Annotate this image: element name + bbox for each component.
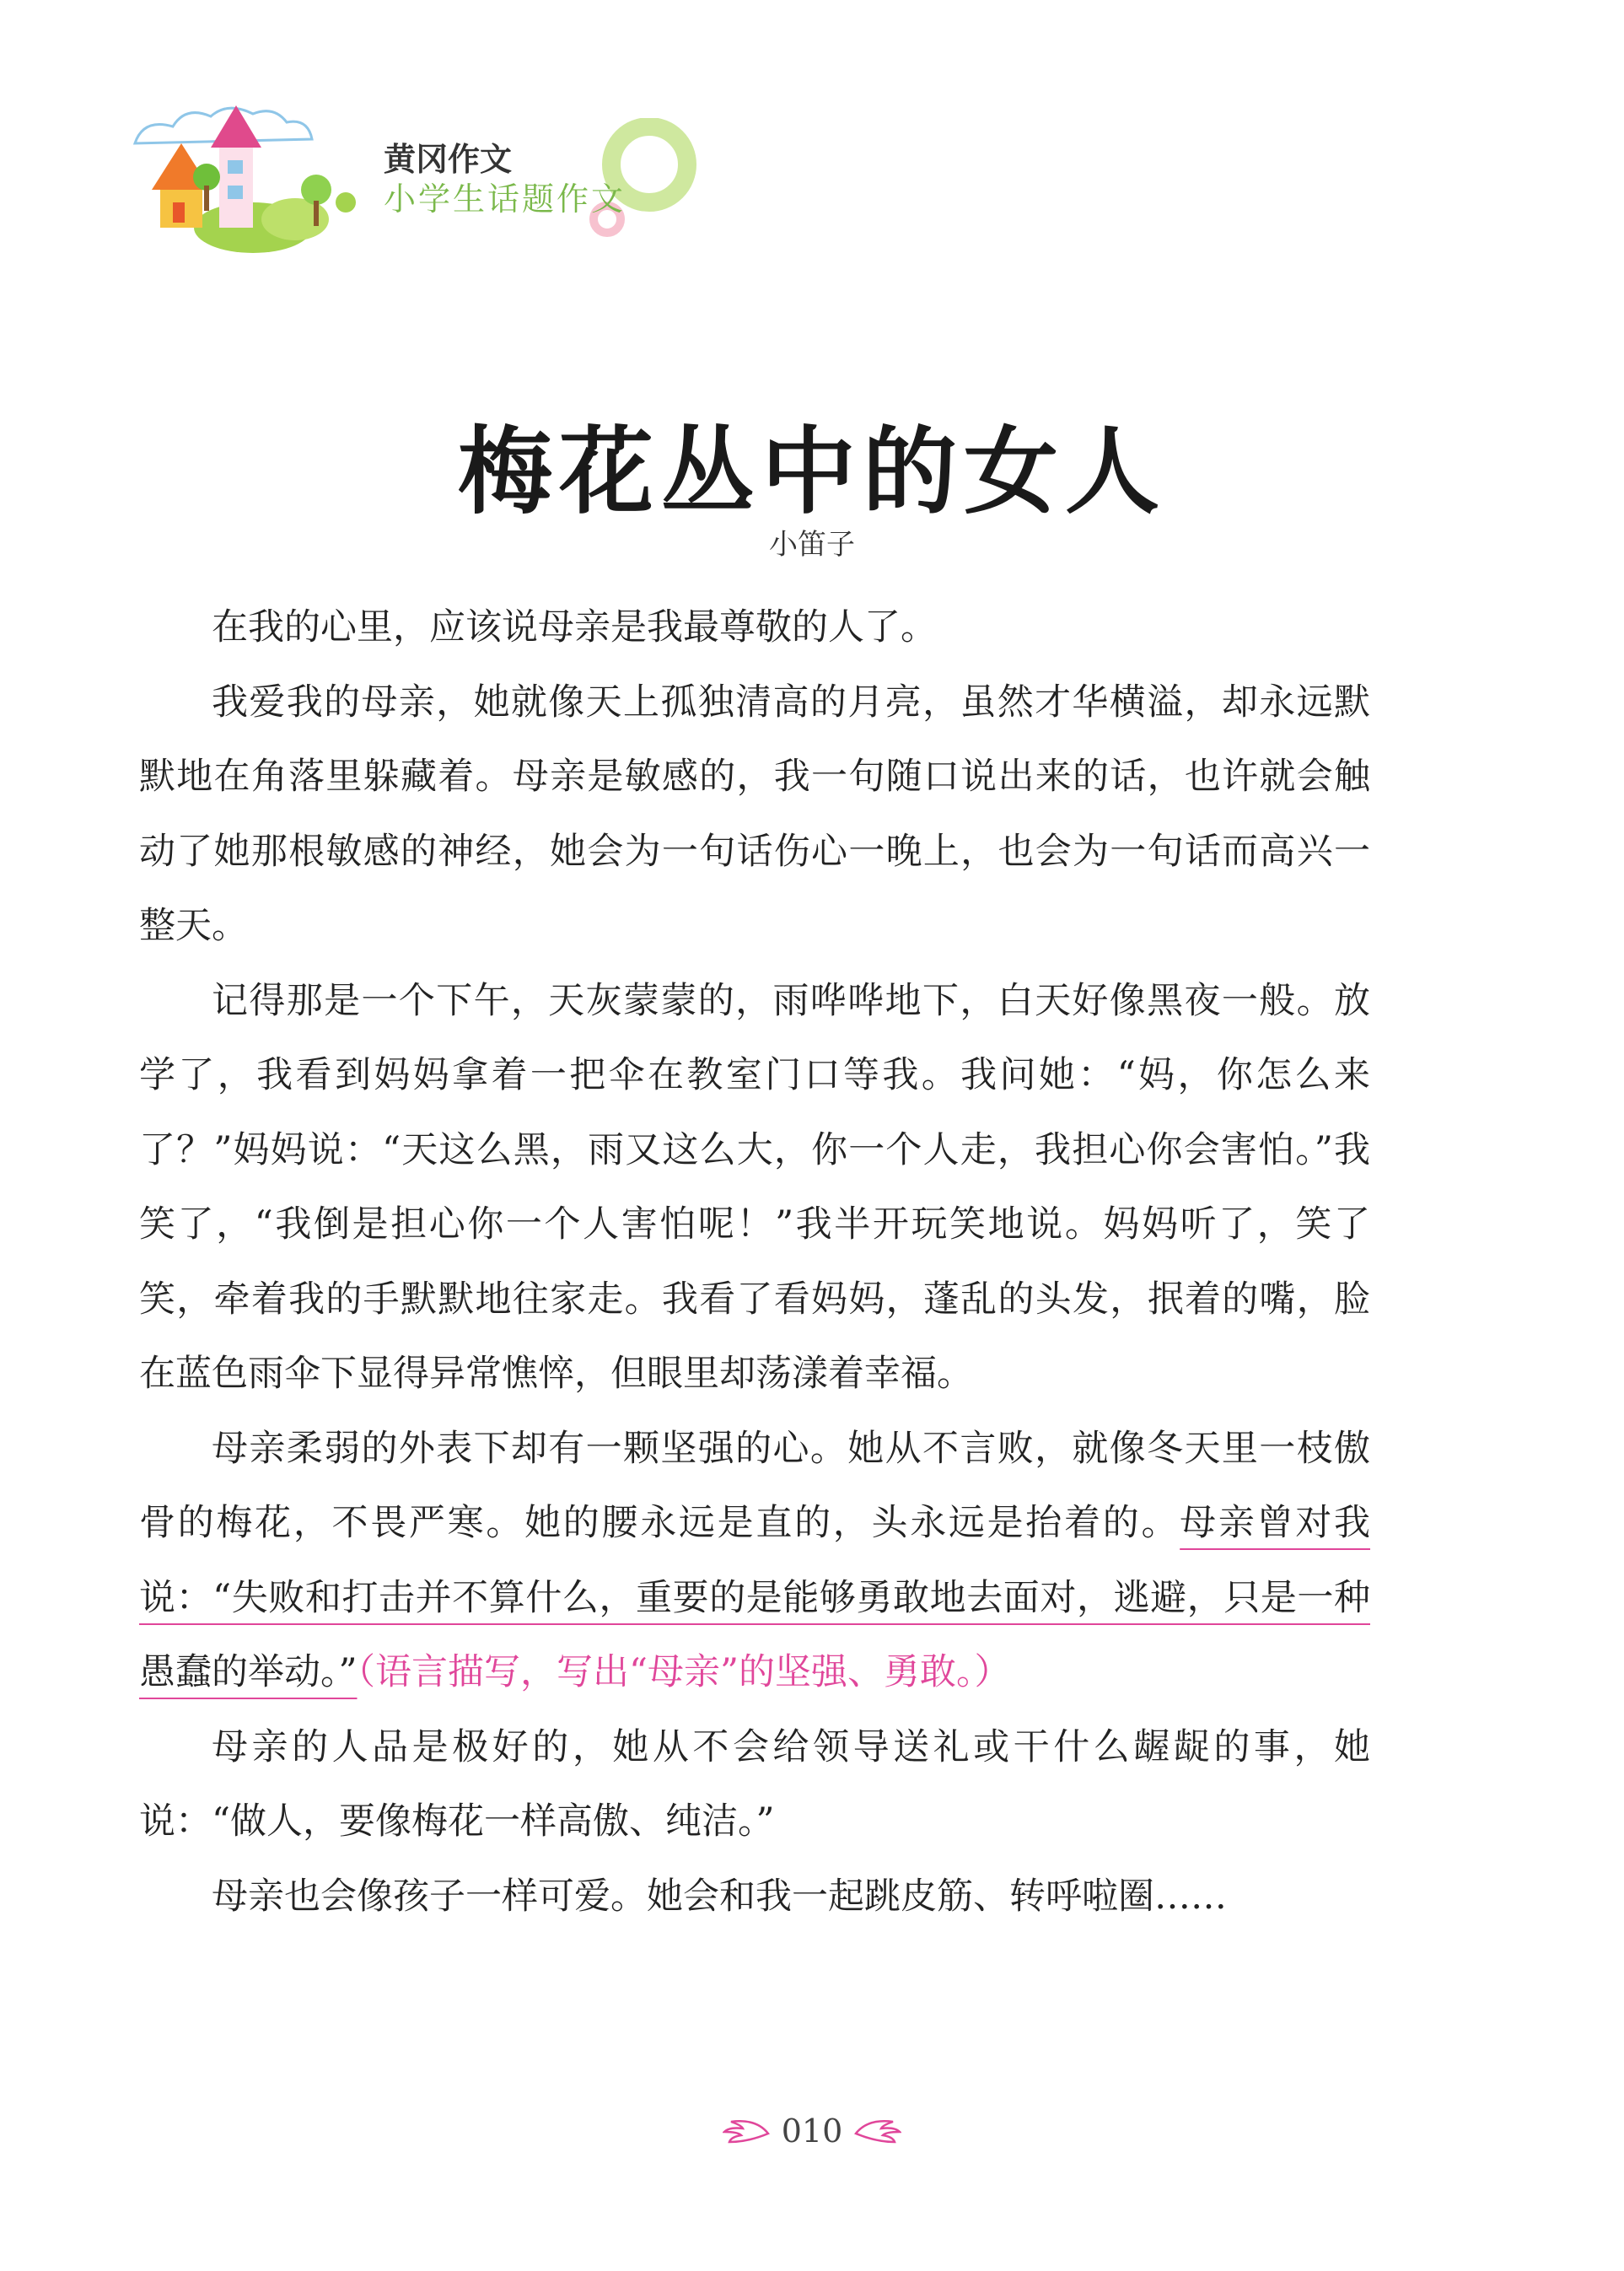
annotation-note: （语言描写，写出“母亲”的坚强、勇敢。）	[357, 1651, 1011, 1693]
paragraph-text: 母亲柔弱的外表下却有一颗坚强的心。她从不言败，就像冬天里一枝傲骨的梅花，不畏严寒。她的腰永远是直的，头永远是抬着的。	[139, 1427, 1370, 1544]
page-header	[126, 93, 801, 261]
cartoon-house-illustration	[126, 93, 379, 261]
paragraph: 我爱我的母亲，她就像天上孤独清高的月亮，虽然才华横溢，却永远默默地在角落里躲藏着。母亲是敏感的，我一句随口说出来的话，也许就会触动了她那根敏感的神经，她会为一句话伤心一晚上，也会为一句话而高兴一整天。	[139, 681, 1370, 947]
page-number: 010	[781, 2112, 843, 2150]
series-title: 黄冈作文	[384, 141, 513, 178]
article-title: 梅花丛中的女人	[458, 417, 1166, 527]
paragraph: 在我的心里，应该说母亲是我最尊敬的人了。	[212, 606, 937, 648]
paragraph: 母亲的人品是极好的，她从不会给领导送礼或干什么龌龊的事，她说：“做人，要像梅花一样高傲、纯洁。”	[139, 1725, 1370, 1843]
page-footer	[0, 2112, 1624, 2150]
wing-right-icon	[854, 2117, 901, 2145]
series-subtitle: 小学生话题作文	[384, 180, 626, 218]
wing-left-icon	[723, 2117, 770, 2145]
paragraph: 母亲也会像孩子一样可爱。她会和我一起跳皮筋、转呼啦圈……	[212, 1875, 1227, 1918]
paragraph: 记得那是一个下午，天灰蒙蒙的，雨哗哗地下，白天好像黑夜一般。放学了，我看到妈妈拿着一把伞在教室门口等我。我问她：“妈，你怎么来了？”妈妈说：“天这么黑，雨又这么大，你一个人走，我担心你会害怕。”我笑了，“我倒是担心你一个人害怕呢！”我半开玩笑地说。妈妈听了，笑了笑，牵着我的手默默地往家走。我看了看妈妈，蓬乱的头发，抿着的嘴，脸在蓝色雨伞下显得异常憔悴，但眼里却荡漾着幸福。	[139, 979, 1370, 1395]
article-body	[139, 590, 1370, 1934]
author-name: 小笛子	[769, 528, 855, 562]
underlined-quote: 母亲曾对我说：“失败和打击并不算什么，重要的是能够勇敢地去面对，逃避，只是一种愚蠢的举动。”	[139, 1502, 1371, 1693]
paragraph	[139, 1412, 1370, 1710]
